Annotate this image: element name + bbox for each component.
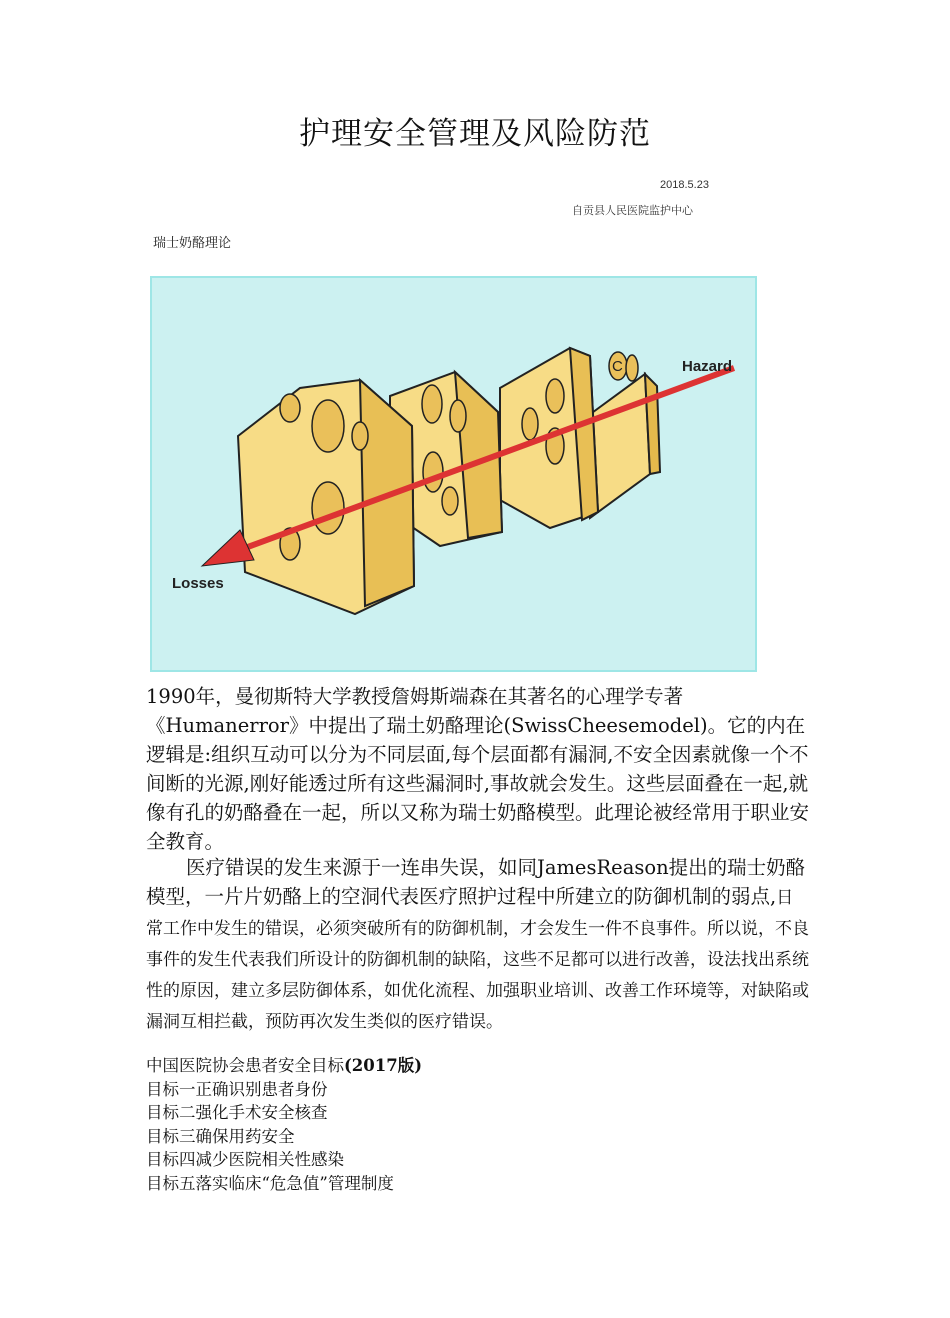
document-title: 护理安全管理及风险防范 xyxy=(299,116,651,152)
goals-heading-text: 中国医院协会患者安全目标 xyxy=(146,1056,344,1075)
goal-item: 目标四减少医院相关性感染 xyxy=(146,1150,344,1169)
paragraph-medical-errors-part1: 医疗错误的发生来源于一连串失误，如同JamesReason提出的瑞士奶酪模型，一片片奶酪上的空洞代表医疗照护过程中所建立的防御机制的弱点, xyxy=(146,856,806,908)
paragraph-swiss-cheese-intro: 1990年，曼彻斯特大学教授詹姆斯端森在其著名的心理学专著《Humanerror》中提出了瑞土奶酪理论(SwissCheesemodel)。它的内在逻辑是:组织互动可以分为不同层面,每个层面都有漏洞,不安全因素就像一个不间断的光源,刚好能透过所有这些漏洞时,事故就会发生。这些层面叠在一起,就像有孔的奶酪叠在一起，所以又称为瑞士奶酪模型。此理论被经常用于职业安全教育。 xyxy=(146,685,810,853)
goal-item: 目标三确保用药安全 xyxy=(146,1126,295,1146)
goal-item: 目标二强化手术安全核查 xyxy=(146,1103,328,1122)
paragraph-medical-errors-part2: 日常工作中发生的错误，必须突破所有的防御机制，才会发生一件不良事件。所以说，不良事件的发生代表我们所设计的防御机制的缺陷，这些不足都可以进行改善，设法找出系统性的原因，建立多层防御体系，如优化流程、加强职业培训、改善工作环境等，对缺陷或漏洞互相拦截，预防再次发生类似的医疗错误。 xyxy=(146,888,809,1032)
goals-heading xyxy=(146,1054,422,1078)
goals-heading-year: (2017版) xyxy=(344,1056,423,1075)
document-author: 自贡县人民医院监护中心 xyxy=(572,204,693,217)
svg-text:C: C xyxy=(612,358,623,375)
goal-item: 目标一正确识别患者身份 xyxy=(146,1079,328,1099)
swiss-cheese-figure xyxy=(150,276,757,672)
paragraph-medical-errors xyxy=(146,853,810,1037)
figure-caption: 瑞士奶酪理论 xyxy=(153,236,232,251)
patient-safety-goals xyxy=(146,1054,422,1195)
document-date: 2018.5.23 xyxy=(660,179,709,191)
swiss-cheese-illustration xyxy=(150,276,757,672)
hazard-label: Hazard xyxy=(682,358,733,375)
losses-label: Losses xyxy=(172,575,224,592)
goal-item: 目标五落实临床“危急值”管理制度 xyxy=(146,1173,394,1193)
